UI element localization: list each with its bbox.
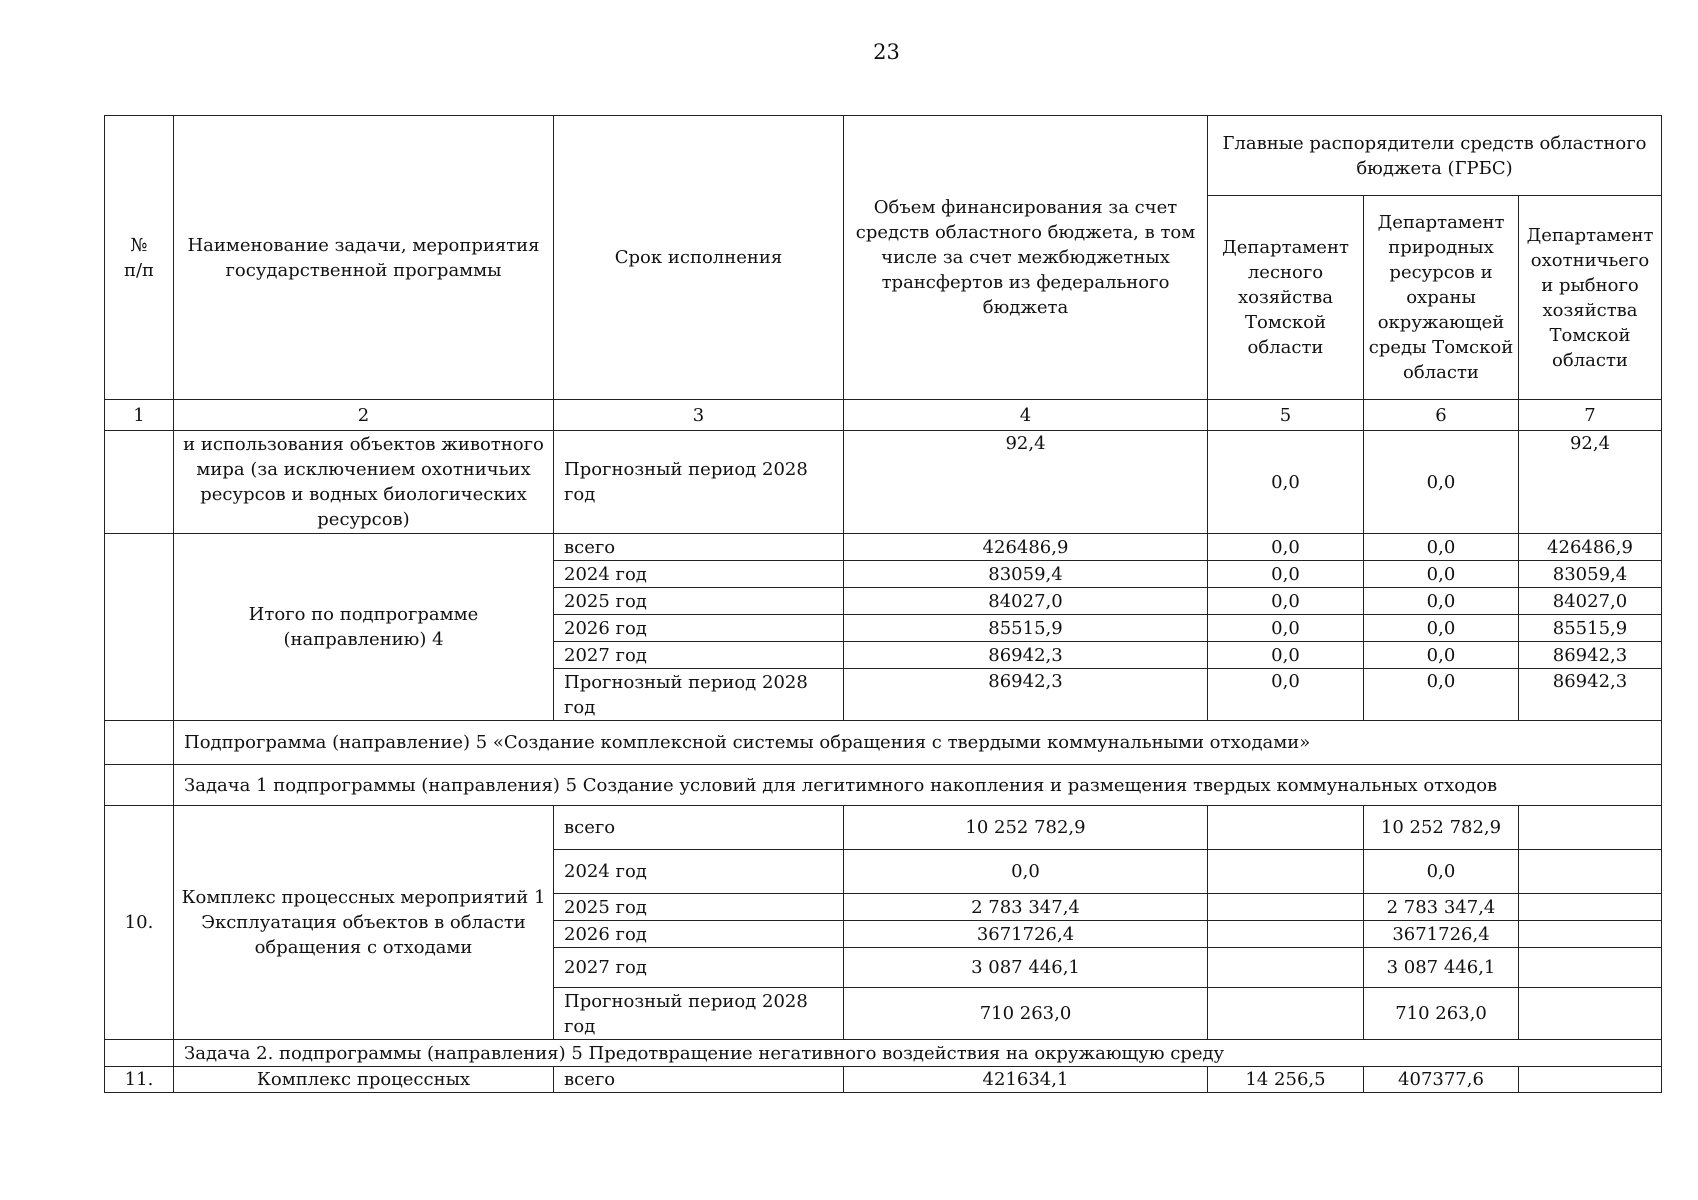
row-v4: 83059,4 <box>844 561 1208 588</box>
row-v6: 10 252 782,9 <box>1364 806 1519 850</box>
row-v6: 710 263,0 <box>1364 988 1519 1040</box>
row-v7: 92,4 <box>1519 431 1662 534</box>
row-v6: 0,0 <box>1364 850 1519 894</box>
financing-table <box>104 115 1662 1093</box>
subprogram-row <box>105 721 1662 765</box>
header-row-top <box>105 116 1662 196</box>
row-v5: 14 256,5 <box>1208 1067 1364 1093</box>
row-v7 <box>1519 948 1662 988</box>
row-v4: 710 263,0 <box>844 988 1208 1040</box>
row-period: Прогнозный период 2028 год <box>554 988 844 1040</box>
row-period: 2027 год <box>554 948 844 988</box>
header-forest-dept: Департамент лесного хозяйства Томской области <box>1208 196 1364 400</box>
row-v7 <box>1519 988 1662 1040</box>
row-v5: 0,0 <box>1208 534 1364 561</box>
row-v4: 10 252 782,9 <box>844 806 1208 850</box>
table-row <box>105 431 1662 534</box>
header-funding: Объем финансирования за счет средств областного бюджета, в том числе за счет межбюджетных трансфертов из федерального бюджета <box>844 116 1208 400</box>
row-period: 2026 год <box>554 921 844 948</box>
row-v5 <box>1208 921 1364 948</box>
row-v6: 0,0 <box>1364 669 1519 721</box>
row-v4: 2 783 347,4 <box>844 894 1208 921</box>
task-row <box>105 765 1662 806</box>
row-period: всего <box>554 534 844 561</box>
table-row <box>105 1067 1662 1093</box>
page-number: 23 <box>873 40 900 64</box>
row-v6: 0,0 <box>1364 588 1519 615</box>
row-v7: 426486,9 <box>1519 534 1662 561</box>
row-v4: 3 087 446,1 <box>844 948 1208 988</box>
header-grbs: Главные распорядители средств областного бюджета (ГРБС) <box>1208 116 1662 196</box>
row-v7 <box>1519 1067 1662 1093</box>
subprogram-5-title: Подпрограмма (направление) 5 «Создание комплексной системы обращения с твердыми коммунальными отходами» <box>174 721 1662 765</box>
col-number: 6 <box>1364 400 1519 431</box>
row-period: всего <box>554 1067 844 1093</box>
row-v6: 0,0 <box>1364 615 1519 642</box>
table-row <box>105 806 1662 850</box>
row-v7 <box>1519 806 1662 850</box>
row-period: Прогнозный период 2028 год <box>554 669 844 721</box>
row-v6: 0,0 <box>1364 642 1519 669</box>
row-v5 <box>1208 948 1364 988</box>
row-v7 <box>1519 894 1662 921</box>
item-11-number: 11. <box>105 1067 174 1093</box>
row-period: 2025 год <box>554 588 844 615</box>
row-v5: 0,0 <box>1208 615 1364 642</box>
row-v4: 86942,3 <box>844 669 1208 721</box>
col-number: 5 <box>1208 400 1364 431</box>
row-period: 2027 год <box>554 642 844 669</box>
row-v6: 3671726,4 <box>1364 921 1519 948</box>
col-number: 1 <box>105 400 174 431</box>
header-num: № п/п <box>105 116 174 400</box>
row-period: 2026 год <box>554 615 844 642</box>
row-v6: 407377,6 <box>1364 1067 1519 1093</box>
table-row <box>105 534 1662 561</box>
row-v7 <box>1519 921 1662 948</box>
row-v5: 0,0 <box>1208 561 1364 588</box>
header-nature-dept: Департамент природных ресурсов и охраны окружающей среды Томской области <box>1364 196 1519 400</box>
row-v4: 85515,9 <box>844 615 1208 642</box>
item-11-name: Комплекс процессных <box>174 1067 554 1093</box>
col-number: 3 <box>554 400 844 431</box>
row-v6: 0,0 <box>1364 561 1519 588</box>
row-v5 <box>1208 988 1364 1040</box>
row-v4: 86942,3 <box>844 642 1208 669</box>
row-v7: 84027,0 <box>1519 588 1662 615</box>
task-row <box>105 1040 1662 1067</box>
row-v5: 0,0 <box>1208 588 1364 615</box>
row-v4: 3671726,4 <box>844 921 1208 948</box>
row-v7: 85515,9 <box>1519 615 1662 642</box>
row-v4: 84027,0 <box>844 588 1208 615</box>
column-numbers-row <box>105 400 1662 431</box>
row-v4: 92,4 <box>844 431 1208 534</box>
row-v4: 426486,9 <box>844 534 1208 561</box>
row-v6: 0,0 <box>1364 431 1519 534</box>
row-v5: 0,0 <box>1208 642 1364 669</box>
row-period: 2024 год <box>554 850 844 894</box>
header-name: Наименование задачи, мероприятия государственной программы <box>174 116 554 400</box>
task-2-title: Задача 2. подпрограммы (направления) 5 Предотвращение негативного воздействия на окружающую среду <box>174 1040 1662 1067</box>
header-period: Срок исполнения <box>554 116 844 400</box>
row-v6: 3 087 446,1 <box>1364 948 1519 988</box>
row-period: всего <box>554 806 844 850</box>
row-v5 <box>1208 894 1364 921</box>
row-period: 2024 год <box>554 561 844 588</box>
row-v6: 2 783 347,4 <box>1364 894 1519 921</box>
row-v5: 0,0 <box>1208 669 1364 721</box>
row-name: и использования объектов животного мира (за исключением охотничьих ресурсов и водных биологических ресурсов) <box>174 431 554 534</box>
item-10-name: Комплекс процессных мероприятий 1 Эксплуатация объектов в области обращения с отходами <box>174 806 554 1040</box>
subtotal-name: Итого по подпрограмме (направлению) 4 <box>174 534 554 721</box>
item-10-number: 10. <box>105 806 174 1040</box>
row-period: 2025 год <box>554 894 844 921</box>
row-v4: 421634,1 <box>844 1067 1208 1093</box>
task-1-title: Задача 1 подпрограммы (направления) 5 Создание условий для легитимного накопления и размещения твердых коммунальных отходов <box>174 765 1662 806</box>
row-v7: 86942,3 <box>1519 669 1662 721</box>
row-v5: 0,0 <box>1208 431 1364 534</box>
row-v7: 86942,3 <box>1519 642 1662 669</box>
col-number: 7 <box>1519 400 1662 431</box>
row-v7: 83059,4 <box>1519 561 1662 588</box>
row-v4: 0,0 <box>844 850 1208 894</box>
row-period: Прогнозный период 2028 год <box>554 431 844 534</box>
row-v5 <box>1208 806 1364 850</box>
header-hunting-dept: Департамент охотничьего и рыбного хозяйства Томской области <box>1519 196 1662 400</box>
row-v6: 0,0 <box>1364 534 1519 561</box>
row-v5 <box>1208 850 1364 894</box>
row-v7 <box>1519 850 1662 894</box>
col-number: 4 <box>844 400 1208 431</box>
col-number: 2 <box>174 400 554 431</box>
